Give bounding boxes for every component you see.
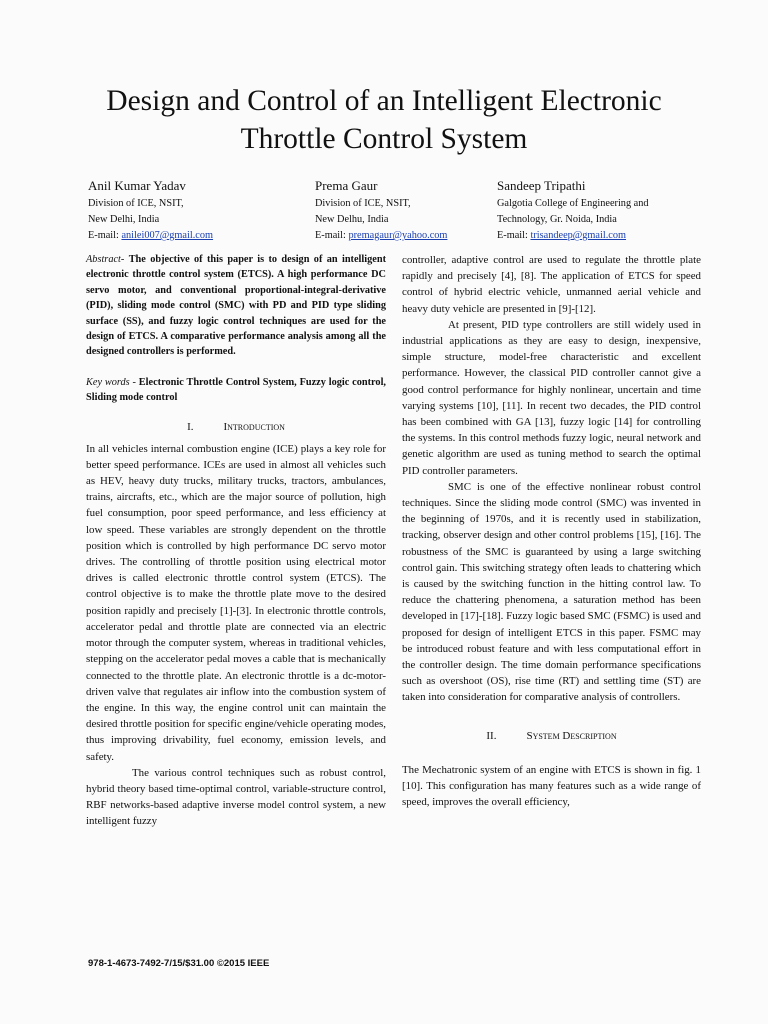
abstract: [86, 252, 386, 360]
author-block-3: [497, 177, 697, 244]
right-column: [402, 252, 701, 810]
intro-paragraph-2: The various control techniques such as robust control, hybrid theory based time-optimal control, variable-structure control, RBF networks-based adaptive inverse model control system, a new intelligent fuzzy: [86, 766, 386, 828]
copyright-footer: 978-1-4673-7492-7/15/$31.00 ©2015 IEEE: [88, 958, 270, 969]
section-heading-introduction: [86, 419, 386, 435]
intro-paragraph-1: In all vehicles internal combustion engine (ICE) plays a key role for better speed performance. ICEs are used in almost all vehicles such as HEV, heavy duty trucks, military trucks, tractors, ambulances, trains, aircrafts, etc., which are the major source of pollution, high fuel consumption, poor speed performance, and less efficiency at low speed. These variables are strongly dependent on the throttle position which is controlled by high performance DC servo motor drives. The controlling of throttle position using electrical motor drives is called electronic throttle control system (ETCS). The control objective is to make the throttle plate move to the desired position rapidly and precisely [1]-[3]. In electronic throttle controls, accelerator pedal and throttle plate are connected via an electric motor through the computer system, whereas in traditional vehicles, stepping on the accelerator pedal moves a cable that is mechanically connected to the throttle plate. An electronic throttle is a dc-motor-driven valve that regulates air inflow into the combustion system of the engine. In this way, the engine control unit can maintain the desired throttle position for specific engine/vehicle operating modes, thus improving drivability, fuel economy, emission levels, and safety.: [86, 442, 386, 763]
paper-title: [40, 82, 728, 158]
right-paragraph-3: SMC is one of the effective nonlinear robust control techniques. Since the sliding mode control (SMC) was invented in the beginning of 1970s, and it is recently used in stabilization, tracking, observer design and other control problems [15], [16]. The robustness of the SMC is guaranteed by using a large switching control gain. This switching strategy often leads to chattering which is caused by the switching function in the hitting control law. To reduce the chattering phenomena, a saturation method has been developed in [17]-[18]. Fuzzy logic based SMC (FSMC) is used and proposed for design of intelligent ETCS in this paper. FSMC may be introduced robust feature and with less computational effort in the controller design. The time domain performance specifications such as overshoot (OS), rise time (RT) and settling time (ST) are taken into consideration for comparative analysis of controllers.: [402, 480, 701, 704]
author-email-line: [315, 228, 515, 244]
email-label: E-mail:: [315, 230, 346, 241]
author-name: Sandeep Tripathi: [497, 178, 586, 193]
right-paragraph-4: The Mechatronic system of an engine with ETCS is shown in fig. 1 [10]. This configuration has many features such as a wide range of speed, improves the overall efficiency,: [402, 763, 701, 809]
author-email-link[interactable]: anilei007@gmail.com: [121, 230, 214, 241]
title-line-1: Design and Control of an Intelligent Electronic: [106, 85, 662, 117]
right-paragraph-2: At present, PID type controllers are still widely used in industrial applications as they are easy to design, inexpensive, simple structure, model-free characteristic and excellent performance. However, the classical PID controller cannot give a good control performance for highly nonlinear, uncertain and time varying systems [10], [11]. In recent two decades, the PID control has been combined with GA [13], fuzzy logic [14] for controlling the systems. In this control methods fuzzy logic, neural network and genetic algorithm are used as tuning method to search the optimal PID controller parameters.: [402, 318, 701, 477]
abstract-label: Abstract-: [86, 254, 125, 265]
author-email-link[interactable]: trisandeep@gmail.com: [530, 230, 627, 241]
author-email-line: [497, 228, 697, 244]
author-affiliation: Division of ICE, NSIT,: [88, 198, 184, 209]
author-affiliation: Division of ICE, NSIT,: [315, 198, 411, 209]
email-label: E-mail:: [497, 230, 528, 241]
section-number: I.: [187, 420, 194, 433]
keywords-label: Key words -: [86, 376, 136, 388]
author-location: New Delhu, India: [315, 214, 389, 225]
abstract-text: The objective of this paper is to design of an intelligent electronic throttle control system (ETCS). A high performance DC servo motor, and conventional proportional-integral-derivative (PID), sliding mode control (SMC) with PD and PID type sliding surface (SS), and fuzzy logic control techniques are used for the design of ETCS. A comparative performance analysis among all the designed controllers is performed.: [86, 254, 386, 358]
author-name: Anil Kumar Yadav: [88, 178, 186, 193]
keywords: [86, 375, 386, 406]
section-title: System Description: [526, 729, 617, 742]
author-affiliation: Galgotia College of Engineering and: [497, 198, 649, 209]
author-location: Technology, Gr. Noida, India: [497, 214, 617, 225]
author-email-link[interactable]: premagaur@yahoo.com: [348, 230, 448, 241]
section-title: Introduction: [223, 420, 285, 433]
section-heading-system-description: [402, 728, 701, 744]
author-location: New Delhi, India: [88, 214, 160, 225]
author-name: Prema Gaur: [315, 178, 378, 193]
section-number: II.: [486, 729, 497, 742]
author-email-line: [88, 228, 288, 244]
title-line-2: Throttle Control System: [240, 123, 528, 155]
author-block-2: [315, 177, 515, 244]
email-label: E-mail:: [88, 230, 119, 241]
keywords-text: Electronic Throttle Control System, Fuzzy logic control, Sliding mode control: [86, 376, 386, 404]
right-paragraph-1: controller, adaptive control are used to regulate the throttle plate rapidly and precisely [4], [8]. The application of ETCS for speed control of hybrid electric vehicle, unmanned aerial vehicle and heavy duty vehicle are presented in [9]-[12].: [402, 254, 701, 315]
author-block-1: [88, 177, 288, 244]
left-column: [86, 252, 386, 830]
